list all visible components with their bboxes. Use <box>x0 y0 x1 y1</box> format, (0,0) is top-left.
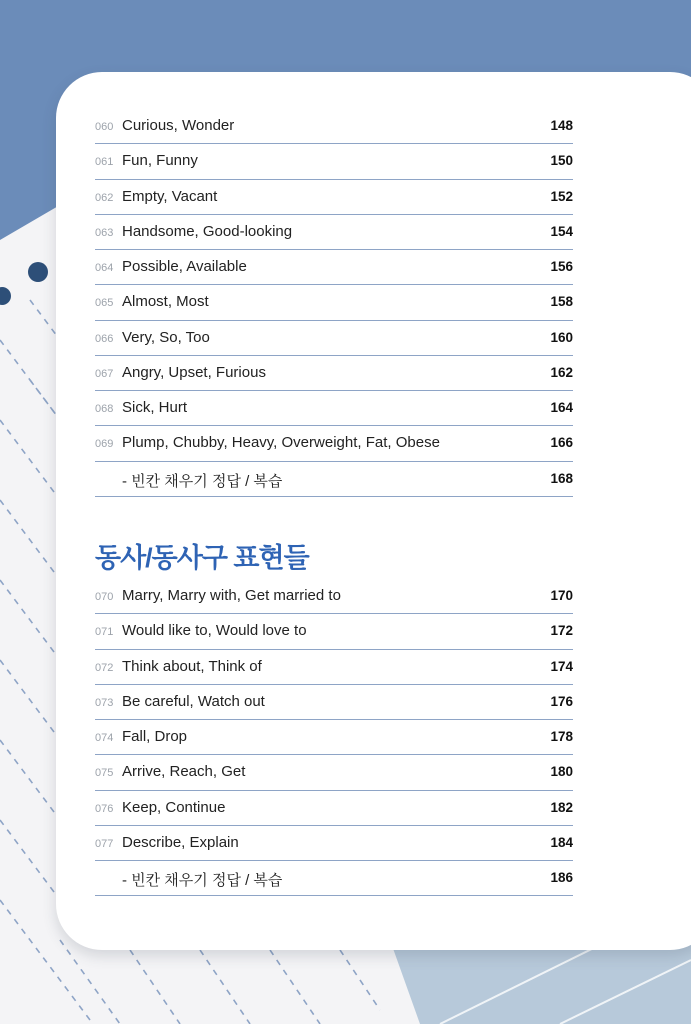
toc-row[interactable] <box>95 285 573 320</box>
toc-item-title: - 빈칸 채우기 정답 / 복습 <box>122 872 283 889</box>
toc-item-page: 160 <box>550 329 573 345</box>
toc-item-page: 166 <box>550 435 573 451</box>
toc-item-number: 072 <box>95 661 114 674</box>
toc-item-page: 172 <box>550 623 573 639</box>
toc-item-number: 074 <box>95 732 114 744</box>
toc-item-number: 071 <box>95 626 114 639</box>
toc-item-page: 178 <box>550 729 573 744</box>
toc-item-page: 162 <box>550 364 573 380</box>
toc-row[interactable] <box>95 826 573 861</box>
toc-item-number: 075 <box>95 767 114 780</box>
toc-item-page: 186 <box>550 870 573 885</box>
toc-item-title: Angry, Upset, Furious <box>122 363 266 381</box>
toc-row[interactable] <box>95 755 573 790</box>
toc-item-number: 066 <box>95 332 114 345</box>
toc-row[interactable] <box>95 791 573 826</box>
toc-item-page: 174 <box>550 658 573 674</box>
toc-item-number: 068 <box>95 403 114 415</box>
toc-item-page: 164 <box>550 400 573 415</box>
toc-row[interactable] <box>95 426 573 461</box>
toc-item-page: 176 <box>550 693 573 709</box>
toc-item-number: 062 <box>95 191 114 204</box>
toc-item-title: Fun, Funny <box>122 152 198 170</box>
toc-row[interactable] <box>95 250 573 285</box>
toc-item-page: 170 <box>550 588 573 603</box>
toc-row[interactable] <box>95 109 573 144</box>
toc-item-number: 064 <box>95 262 114 274</box>
toc-item-title: Possible, Available <box>122 258 247 275</box>
toc-item-title: Describe, Explain <box>122 833 239 851</box>
toc-item-title: Sick, Hurt <box>122 399 188 416</box>
punch-hole <box>28 262 48 282</box>
toc-item-title: Handsome, Good-looking <box>122 222 293 240</box>
toc-item-number: 076 <box>95 802 114 815</box>
toc-item-page: 154 <box>550 223 573 239</box>
toc-row[interactable] <box>95 650 573 685</box>
toc-row[interactable] <box>95 462 573 497</box>
toc-item-number: 065 <box>95 297 114 310</box>
toc-item-title: Empty, Vacant <box>122 187 218 205</box>
toc-item-title: Keep, Continue <box>122 798 226 816</box>
toc-item-page: 152 <box>550 188 573 204</box>
toc-item-title: Think about, Think of <box>122 657 262 675</box>
toc-item-title: Very, So, Too <box>122 328 210 346</box>
toc-row[interactable] <box>95 321 573 356</box>
toc-row[interactable] <box>95 685 573 720</box>
toc-item-page: 180 <box>550 764 573 780</box>
toc-section-verbs <box>95 579 573 896</box>
toc-row[interactable] <box>95 356 573 391</box>
toc-item-page: 182 <box>550 799 573 815</box>
toc-item-number: 077 <box>95 837 114 850</box>
toc-row[interactable] <box>95 391 573 426</box>
toc-item-title: Fall, Drop <box>122 728 188 745</box>
toc-item-number: 067 <box>95 367 114 380</box>
toc-item-number: 073 <box>95 696 114 709</box>
toc-item-title: Plump, Chubby, Heavy, Overweight, Fat, Obese <box>122 434 440 452</box>
toc-row[interactable] <box>95 579 573 614</box>
toc-item-title: Be careful, Watch out <box>122 692 265 710</box>
toc-item-page: 148 <box>550 118 573 133</box>
toc-item-page: 168 <box>550 470 573 486</box>
toc-item-title: Curious, Wonder <box>122 117 235 134</box>
toc-item-title: Arrive, Reach, Get <box>122 763 246 781</box>
toc-item-page: 184 <box>550 834 573 850</box>
toc-row[interactable] <box>95 144 573 179</box>
toc-item-page: 158 <box>550 294 573 310</box>
toc-row[interactable] <box>95 861 573 896</box>
toc-item-number: 069 <box>95 438 114 451</box>
toc-item-number: 070 <box>95 591 114 603</box>
toc-row[interactable] <box>95 614 573 649</box>
toc-item-number: 063 <box>95 226 114 239</box>
toc-item-page: 150 <box>550 153 573 169</box>
toc-item-number: 060 <box>95 121 114 133</box>
toc-item-title: Almost, Most <box>122 293 209 311</box>
toc-row[interactable] <box>95 215 573 250</box>
section-heading: 동사/동사구 표현들 <box>95 543 309 573</box>
toc-section-adjectives <box>95 109 573 497</box>
toc-row[interactable] <box>95 720 573 755</box>
toc-item-page: 156 <box>550 259 573 274</box>
toc-item-title: Would like to, Would love to <box>122 622 307 640</box>
toc-item-number: 061 <box>95 156 114 169</box>
toc-item-title: Marry, Marry with, Get married to <box>122 587 341 604</box>
toc-item-title: - 빈칸 채우기 정답 / 복습 <box>122 472 283 490</box>
toc-row[interactable] <box>95 180 573 215</box>
